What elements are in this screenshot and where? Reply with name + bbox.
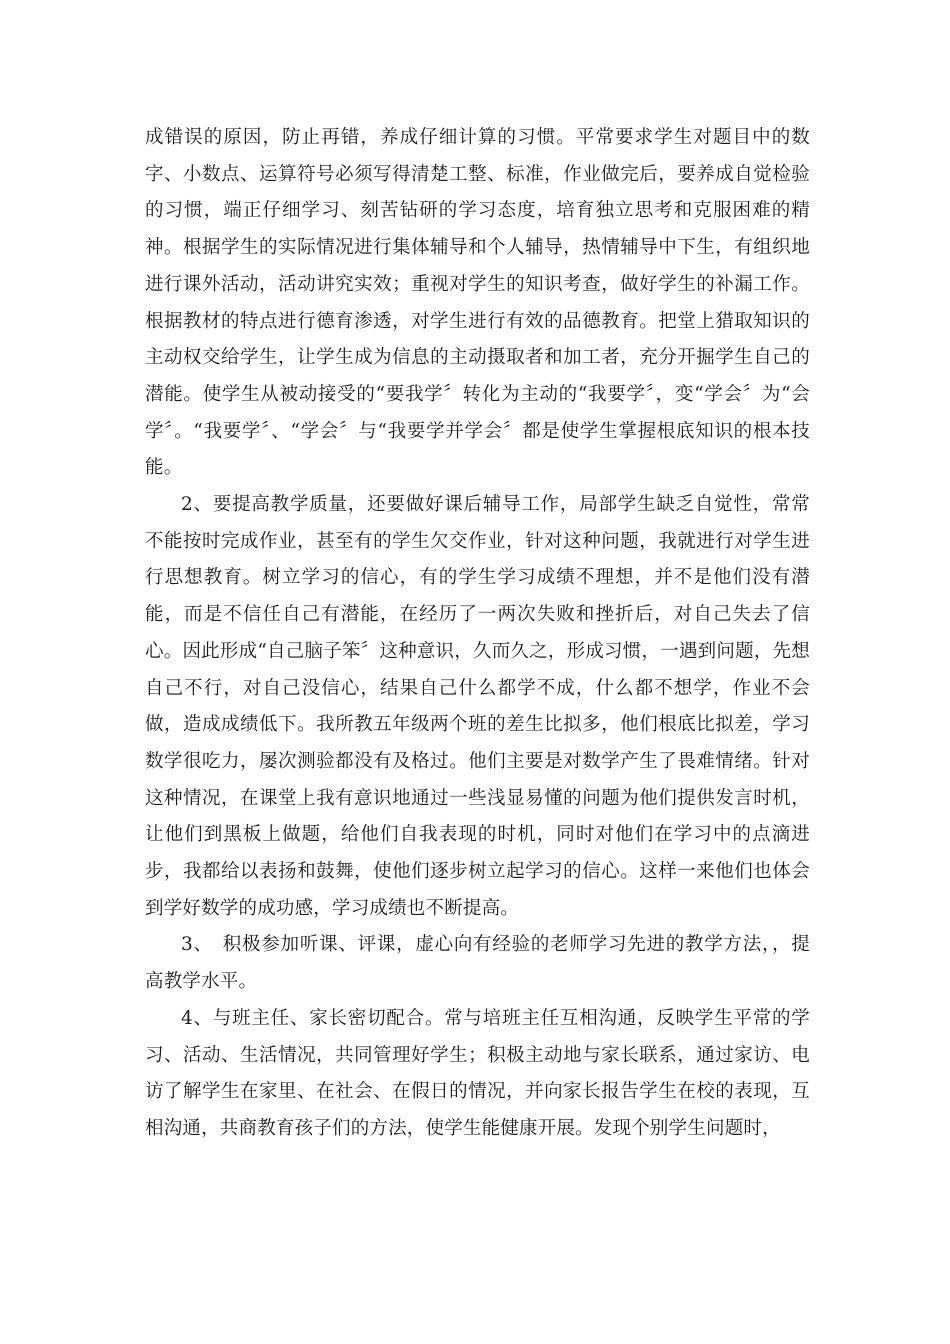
paragraph-2: 2、要提高教学质量，还要做好课后辅导工作，局部学生缺乏自觉性，常常不能按时完成作业，甚至有的学生欠交作业，针对这种问题，我就进行对学生进行思想教育。树立学习的信心，有的学生学习成绩不理想，并不是他们没有潜能，而是不信任自己有潜能，在经历了一两次失败和挫折后，对自己失去了信心。因此形成“自己脑子笨〞这种意识，久而久之，形成习惯，一遇到问题，先想自己不行，对自己没信心，结果自己什么都学不成，什么都不想学，作业不会做，造成成绩低下。我所教五年级两个班的差生比拟多，他们根底比拟差，学习数学很吃力，屡次测验都没有及格过。他们主要是对数学产生了畏难情绪。针对这种情况，在课堂上我有意识地通过一些浅显易懂的问题为他们提供发言时机，让他们到黑板上做题，给他们自我表现的时机，同时对他们在学习中的点滴进步，我都给以表扬和鼓舞，使他们逐步树立起学习的信心。这样一来他们也体会到学好数学的成功感，学习成绩也不断提高。 [145, 494, 810, 919]
paragraph-4: 4、与班主任、家长密切配合。常与培班主任互相沟通，反映学生平常的学习、活动、生活情况，共同管理好学生；积极主动地与家长联系，通过家访、电访了解学生在家里、在社会、在假日的情况，并向家长报告学生在校的表现，互相沟通，共商教育孩子们的方法，使学生能健康开展。发现个别学生问题时， [145, 1007, 810, 1139]
paragraph-continuation: 成错误的原因，防止再错，养成仔细计算的习惯。平常要求学生对题目中的数字、小数点、运算符号必须写得清楚工整、标准，作业做完后，要养成自觉检验的习惯，端正仔细学习、刻苦钻研的学习态度，培育独立思考和克服困难的精神。根据学生的实际情况进行集体辅导和个人辅导，热情辅导中下生，有组织地进行课外活动，活动讲究实效；重视对学生的知识考查，做好学生的补漏工作。根据教材的特点进行德育渗透，对学生进行有效的品德教育。把堂上猎取知识的主动权交给学生，让学生成为信息的主动摄取者和加工者，充分开掘学生自己的潜能。使学生从被动接受的“要我学〞转化为主动的“我要学〞，变“学会〞为“会学〞。“我要学〞、“学会〞与“我要学并学会〞都是使学生掌握根底知识的根本技能。 [145, 127, 810, 479]
document-body [145, 120, 810, 1148]
paragraph-3: 3、 积极参加听课、评课，虚心向有经验的老师学习先进的教学方法，，提高教学水平。 [145, 934, 810, 993]
